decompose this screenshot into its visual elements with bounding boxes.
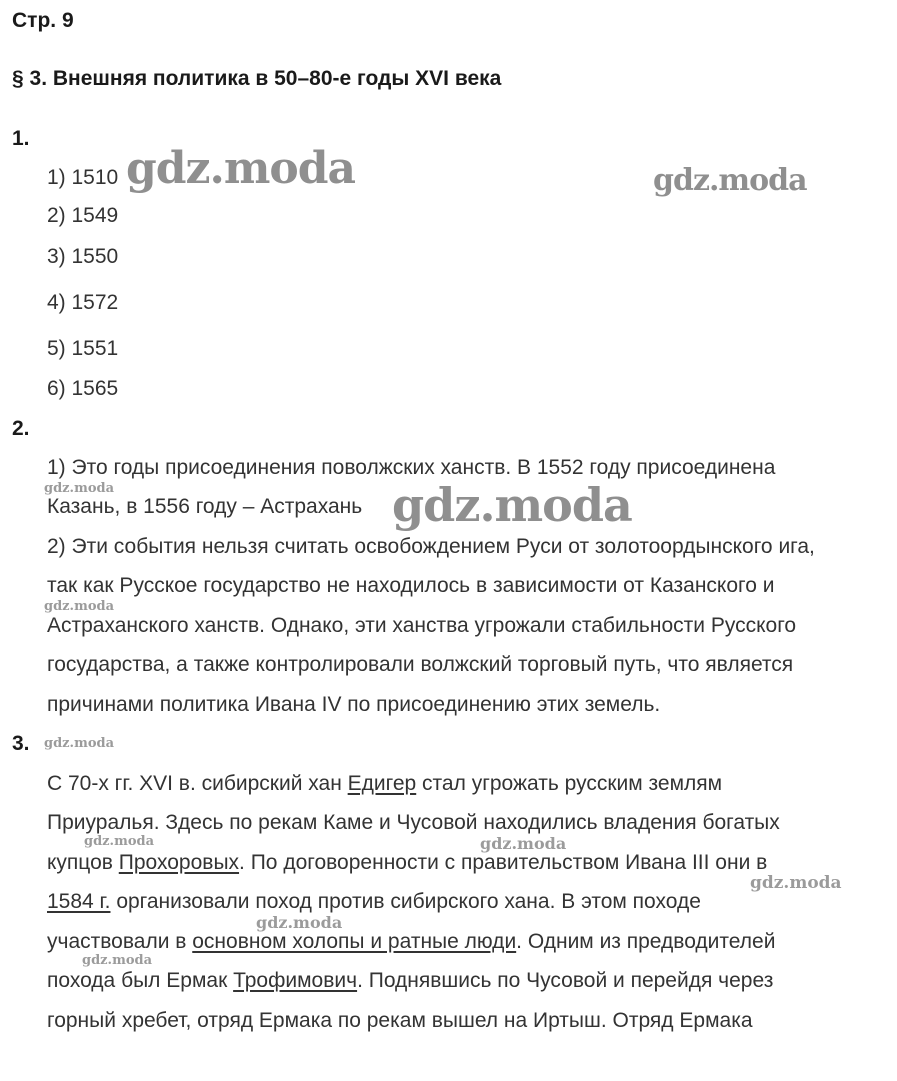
text-segment: . Поднявшись по Чусовой и перейдя через: [357, 969, 774, 992]
task-1-item-6: 6) 1565: [47, 377, 119, 400]
task-3-line-7: горный хребет, отряд Ермака по рекам вышел на Иртыш. Отряд Ермака: [47, 1009, 753, 1032]
watermark: gdz.moda: [44, 599, 115, 614]
watermark: gdz.moda: [750, 873, 842, 893]
task-3-number: 3.: [12, 732, 30, 755]
answer-underlined: основном холопы и ратные люди: [192, 930, 517, 953]
page-label: Стр. 9: [12, 9, 74, 32]
task-2-line-3: 2) Эти события нельзя считать освобождением Руси от золотоордынского ига,: [47, 535, 815, 558]
answer-underlined: Трофимович: [233, 969, 358, 992]
text-segment: организовали поход против сибирского хана. В этом походе: [110, 890, 701, 913]
watermark: gdz.moda: [84, 834, 155, 849]
task-3-line-5: [47, 929, 775, 955]
answer-underlined: Едигер: [347, 772, 417, 795]
watermark: gdz.moda: [82, 953, 153, 968]
task-1-item-4: 4) 1572: [47, 291, 119, 314]
task-2-line-2: Казань, в 1556 году – Астрахань: [47, 495, 363, 518]
watermark: gdz.moda: [480, 834, 567, 853]
watermark: gdz.moda: [44, 481, 115, 496]
task-1-item-2: 2) 1549: [47, 204, 119, 227]
watermark: gdz.moda: [653, 163, 807, 198]
text-segment: купцов: [47, 851, 119, 874]
task-1-item-1: 1) 1510: [47, 166, 119, 189]
task-2-line-5: Астраханского ханств. Однако, эти ханства угрожали стабильности Русского: [47, 614, 797, 637]
task-3-line-6: [47, 968, 773, 994]
watermark: gdz.moda: [256, 913, 343, 932]
watermark: gdz.moda: [44, 736, 115, 751]
watermark: gdz.moda: [392, 478, 632, 532]
answer-underlined: 1584 г.: [47, 890, 111, 913]
task-1-item-3: 3) 1550: [47, 245, 119, 268]
text-segment: С 70-х гг. XVI в. сибирский хан: [47, 772, 348, 795]
task-2-number: 2.: [12, 417, 30, 440]
task-3-line-3: [47, 850, 767, 876]
text-segment: . Одним из предводителей: [516, 930, 776, 953]
task-3-line-2: Приуралья. Здесь по рекам Каме и Чусовой находились владения богатых: [47, 811, 780, 834]
task-2-line-1: 1) Это годы присоединения поволжских ханств. В 1552 году присоединена: [47, 456, 776, 479]
text-segment: . По договоренности с правительством Ивана III они в: [239, 851, 768, 874]
task-1-item-5: 5) 1551: [47, 337, 119, 360]
task-1-number: 1.: [12, 127, 30, 150]
task-3-line-4: [47, 889, 701, 915]
text-segment: стал угрожать русским землям: [416, 772, 723, 795]
section-title: § 3. Внешняя политика в 50–80-е годы XVI века: [12, 67, 502, 90]
task-3-line-1: [47, 771, 722, 797]
answer-underlined: Прохоровых: [118, 851, 240, 874]
text-segment: похода был Ермак: [47, 969, 234, 992]
task-2-line-6: государства, а также контролировали волжский торговый путь, что является: [47, 653, 794, 676]
text-segment: участвовали в: [47, 930, 193, 953]
task-2-line-7: причинами политика Ивана IV по присоединению этих земель.: [47, 693, 661, 716]
task-2-line-4: так как Русское государство не находилось в зависимости от Казанского и: [47, 574, 775, 597]
watermark: gdz.moda: [126, 143, 356, 194]
